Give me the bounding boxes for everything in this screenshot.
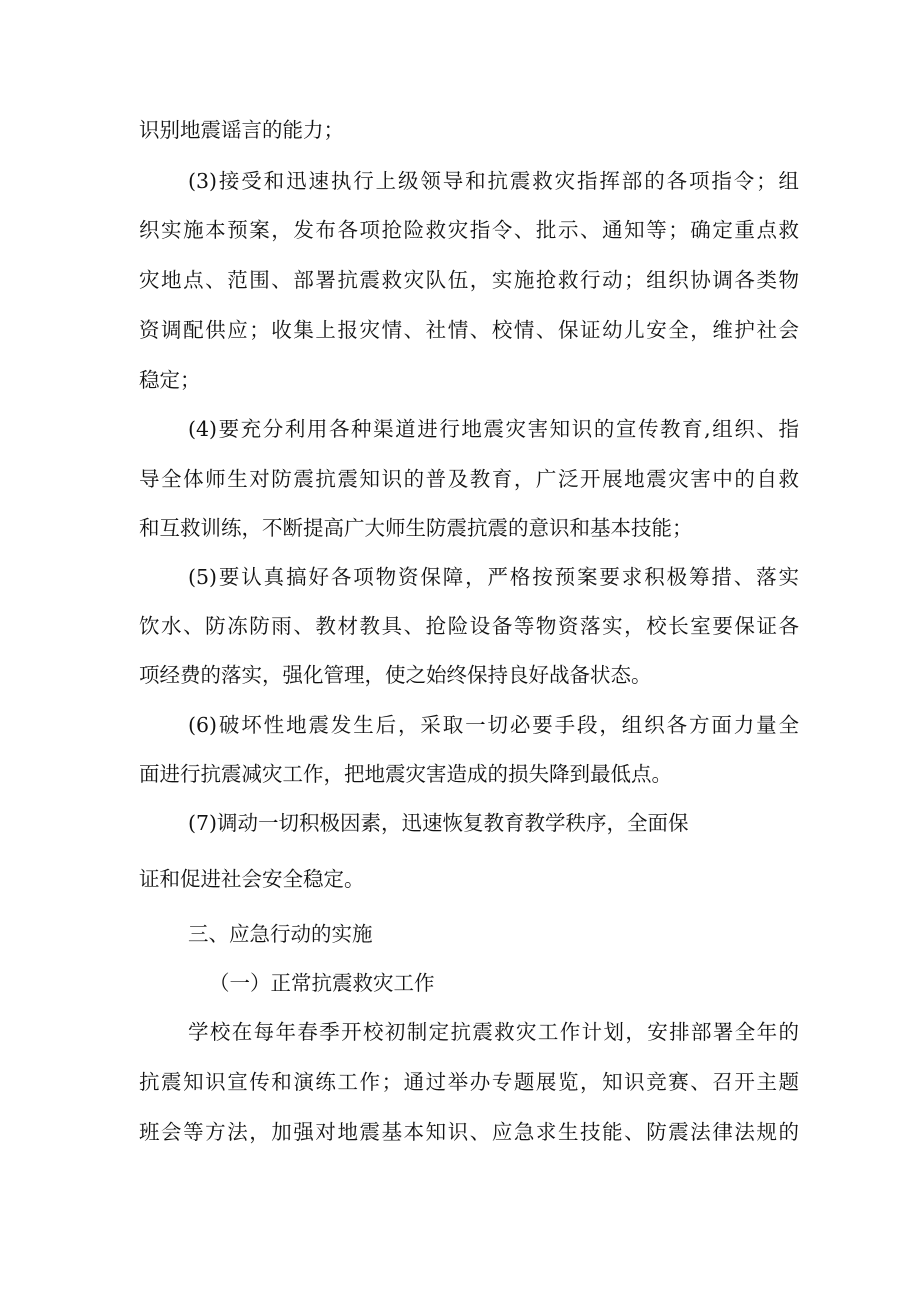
paragraph-3-line-1: (3)接受和迅速执行上级领导和抗震救灾指挥部的各项指令；组: [188, 169, 799, 193]
text-line: 稳定；: [139, 368, 201, 392]
text-line: 面进行抗震减灾工作，把地震灾害造成的损失降到最低点。: [139, 762, 672, 786]
text-line: 导全体师生对防震抗震知识的普及教育，广泛开展地震灾害中的自救: [139, 467, 799, 491]
text-line: 抗震知识宣传和演练工作；通过举办专题展览，知识竞赛、召开主题: [139, 1070, 799, 1094]
paragraph-line: 学校在每年春季开校初制定抗震救灾工作计划，安排部署全年的: [188, 1020, 799, 1044]
text-line: 班会等方法，加强对地震基本知识、应急求生技能、防震法律法规的: [139, 1120, 799, 1144]
text-line: 和互救训练，不断提高广大师生防震抗震的意识和基本技能；: [139, 516, 693, 540]
section-heading: 三、应急行动的实施: [188, 922, 373, 946]
text-line: 证和促进社会安全稳定。: [139, 867, 365, 891]
text-line: 织实施本预案，发布各项抢险救灾指令、批示、通知等；确定重点救: [139, 218, 799, 242]
text-line: 识别地震谣言的能力；: [139, 118, 344, 142]
paragraph-6-line-1: (6)破坏性地震发生后，采取一切必要手段，组织各方面力量全: [188, 713, 799, 737]
text-line: 灾地点、范围、部署抗震救灾队伍，实施抢救行动；组织协调各类物: [139, 268, 799, 292]
text-line: 饮水、防冻防雨、教材教具、抢险设备等物资落实，校长室要保证各: [139, 614, 799, 638]
paragraph-7-line-1: (7)调动一切积极因素，迅速恢复教育教学秩序，全面保: [188, 811, 689, 835]
subsection-heading: （一）正常抗震救灾工作: [209, 971, 435, 995]
paragraph-5-line-1: (5)要认真搞好各项物资保障，严格按预案要求积极筹措、落实: [188, 565, 799, 589]
text-line: 资调配供应；收集上报灾情、社情、校情、保证幼儿安全，维护社会: [139, 318, 799, 342]
paragraph-4-line-1: (4)要充分利用各种渠道进行地震灾害知识的宣传教育,组织、指: [188, 417, 799, 441]
text-line: 项经费的落实，强化管理，使之始终保持良好战备状态。: [139, 663, 652, 687]
